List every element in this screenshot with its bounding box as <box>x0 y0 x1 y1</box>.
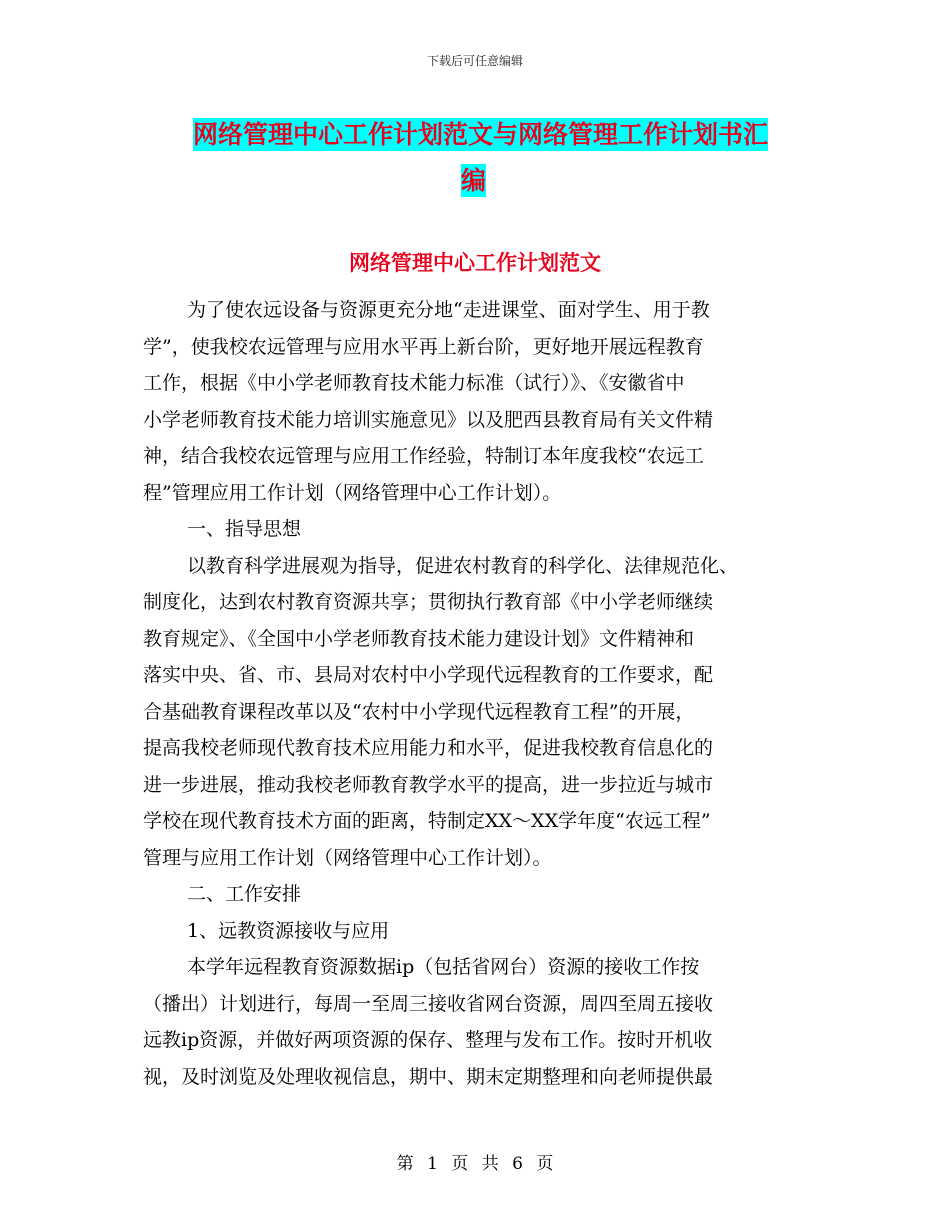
header-text: 下载后可任意编辑 <box>426 54 523 68</box>
paragraph-line: 本学年远程教育资源数据ip（包括省网台）资源的接收工作按 <box>187 956 700 978</box>
paragraph-line: 管理与应用工作计划（网络管理中心工作计划）。 <box>143 846 552 869</box>
paragraph-line: 以教育科学进展观为指导，促进农村教育的科学化、法律规范化、 <box>187 554 739 577</box>
title-line-2-text: 编 <box>461 166 487 195</box>
footer-page-total: 6 <box>512 1154 523 1174</box>
paragraph-line: 教育规定》、《全国中小学老师教育技术能力建设计划》文件精神和 <box>143 627 695 650</box>
paragraph-line: 制度化，达到农村教育资源共享；贯彻执行教育部《中小学老师继续 <box>143 591 714 613</box>
section-heading: 一、指导思想 <box>187 518 302 540</box>
paragraph-line: 提高我校老师现代教育技术应用能力和水平，促进我校教育信息化的 <box>143 737 714 759</box>
paragraph-line: 小学老师教育技术能力培训实施意见》以及肥西县教育局有关文件精 <box>143 408 714 431</box>
paragraph-line: 进一步进展，推动我校老师教育教学水平的提高，进一步拉近与城市 <box>143 773 714 796</box>
paragraph-line: 学校在现代教育技术方面的距离，特制定XX～XX学年度“农远工程” <box>143 810 711 832</box>
section-heading: 二、工作安排 <box>187 883 302 905</box>
footer-page-current: 1 <box>427 1154 438 1174</box>
paragraph-line: 神，结合我校农远管理与应用工作经验，特制订本年度我校“农远工 <box>143 445 704 467</box>
paragraph-line: 为了使农远设备与资源更充分地“走进课堂、面对学生、用于教 <box>187 299 710 321</box>
document-body <box>143 292 823 1095</box>
section-title <box>0 248 950 278</box>
page-footer <box>0 1153 950 1175</box>
footer-total-unit: 页 <box>536 1154 554 1174</box>
footer-page-label: 第 <box>396 1154 414 1174</box>
paragraph-line: 程”管理应用工作计划（网络管理中心工作计划）。 <box>143 481 562 504</box>
title-line-1 <box>193 112 768 158</box>
paragraph-line: 落实中央、省、市、县局对农村中小学现代远程教育的工作要求，配 <box>143 664 714 686</box>
subsection-heading: 1、远教资源接收与应用 <box>187 919 390 942</box>
footer-page-unit: 页 <box>451 1154 469 1174</box>
paragraph-line: 工作，根据《中小学老师教育技术能力标准（试行）》、《安徽省中 <box>143 372 685 394</box>
title-line-2 <box>461 158 486 204</box>
title-line-1-text: 网络管理中心工作计划范文与网络管理工作计划书汇 <box>193 120 769 149</box>
paragraph-line: 视，及时浏览及处理收视信息，期中、期末定期整理和向老师提供最 <box>143 1065 714 1088</box>
page-header <box>0 53 950 69</box>
paragraph-line: 远教ip资源，并做好两项资源的保存、整理与发布工作。按时开机收 <box>143 1029 713 1051</box>
section-title-text: 网络管理中心工作计划范文 <box>349 251 601 275</box>
paragraph-line: 合基础教育课程改革以及“农村中小学现代远程教育工程”的开展， <box>143 700 695 723</box>
paragraph-line: （播出）计划进行，每周一至周三接收省网台资源，周四至周五接收 <box>143 992 714 1015</box>
footer-total-label: 共 <box>481 1154 499 1174</box>
paragraph-line: 学”，使我校农远管理与应用水平再上新台阶，更好地开展远程教育 <box>143 335 704 358</box>
